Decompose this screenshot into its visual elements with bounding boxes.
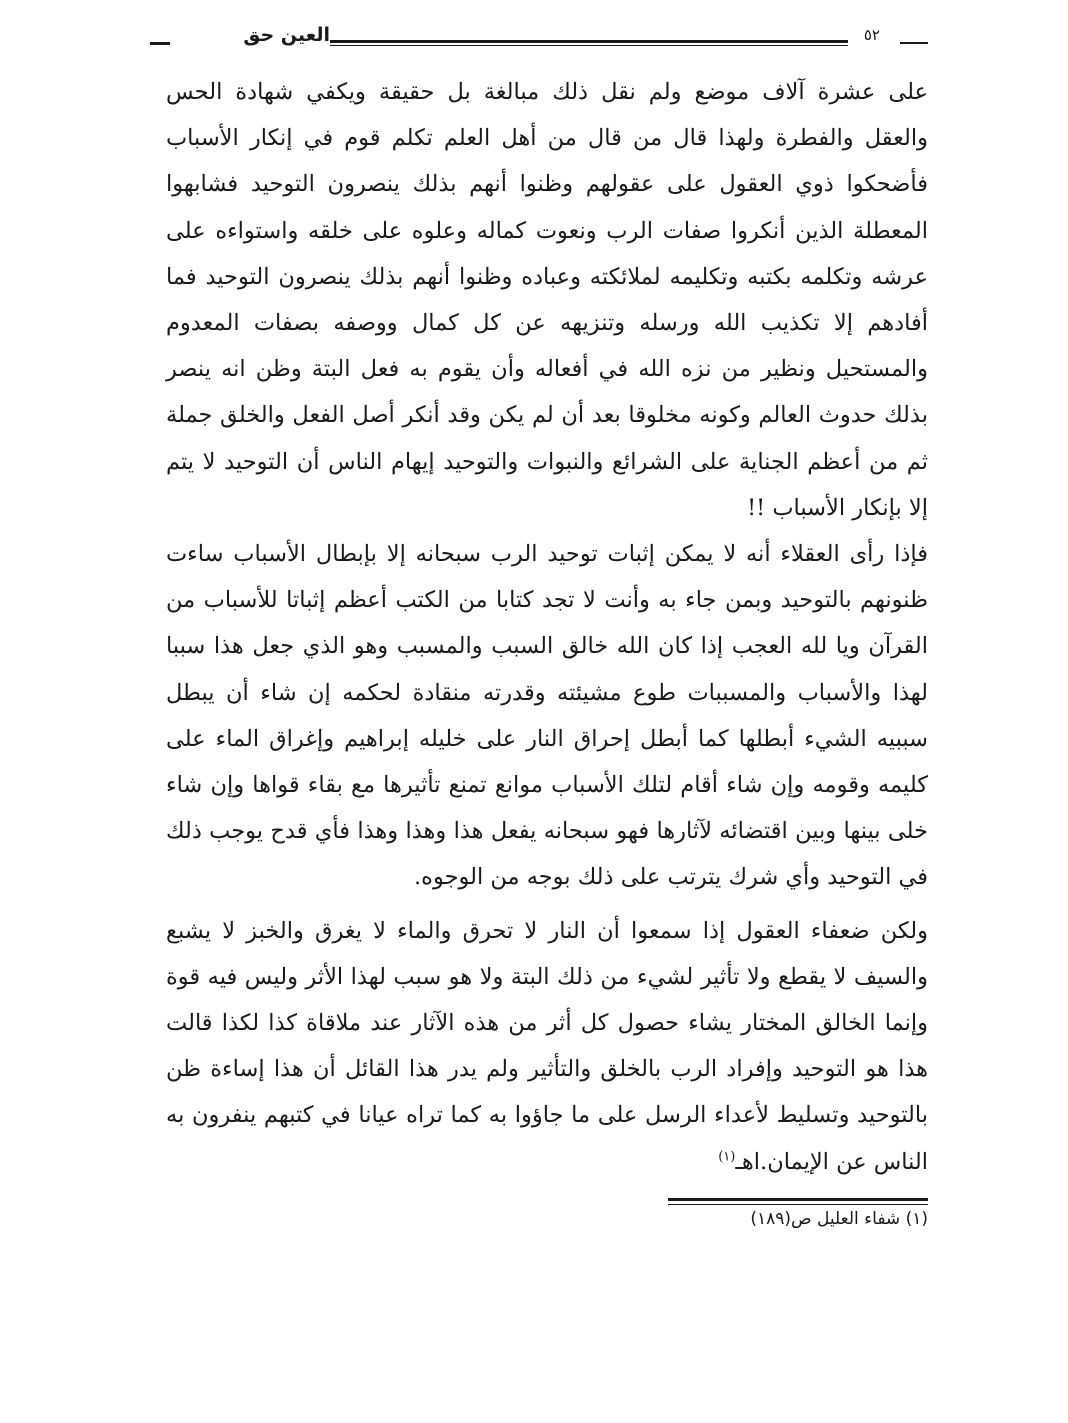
footnote-reference: (١) <box>718 1149 736 1165</box>
main-text <box>166 69 928 1185</box>
page-number: ٥٢ <box>863 26 880 44</box>
paragraph-text: ولكن ضعفاء العقول إذا سمعوا أن النار لا تحرق والماء لا يغرق والخبز لا يشبع والسيف لا يقطع ولا تأثير لشيء من ذلك البتة ولا هو سبب لهذا الأثر وليس فيه قوة وإنما الخالق المختار يشاء حصول كل أثر من هذه الآثار عند ملاقاة كذا لكذا قالت هذا هو التوحيد وإفراد الرب بالخلق والتأثير ولم يدر هذا القائل أن هذا إساءة ظن بالتوحيد وتسليط لأعداء الرسل على ما جاؤوا به كما تراه عيانا في كتبهم ينفرون به الناس عن الإيمان.اهـ <box>166 917 928 1175</box>
header-rule <box>330 40 848 46</box>
running-title: العين حق <box>243 24 330 46</box>
page-header <box>140 24 928 58</box>
footnote: (١) شفاء العليل ص(١٨٩) <box>750 1209 928 1229</box>
paragraph: فإذا رأى العقلاء أنه لا يمكن إثبات توحيد الرب سبحانه إلا بإبطال الأسباب ساءت ظنونهم بالتوحيد وبمن جاء به وأنت لا تجد كتابا من الكتب أعظم إثباتا للأسباب من القرآن ويا لله العجب إذا كان الله خالق السبب والمسبب وهو الذي جعل هذا سببا لهذا والأسباب والمسببات طوع مشيئته وقدرته منقادة لحكمه إن شاء أن يبطل سببيه الشيء أبطلها كما أبطل إحراق النار على خليله إبراهيم وإغراق الماء على كليمه وقومه وإن شاء أقام لتلك الأسباب موانع تمنع تأثيرها مع بقاء قواها وإن شاء خلى بينها وبين اقتضائه لآثارها فهو سبحانه يفعل هذا وهذا وهذا فأي قدح يوجب ذلك في التوحيد وأي شرك يترتب على ذلك بوجه من الوجوه. <box>166 541 928 891</box>
page-number-rule <box>900 42 928 44</box>
footnote-rule <box>668 1198 928 1205</box>
header-ornament <box>150 42 170 45</box>
paragraph-with-footnote <box>166 908 928 1185</box>
paragraph: على عشرة آلاف موضع ولم نقل ذلك مبالغة بل حقيقة ويكفي شهادة الحس والعقل والفطرة ولهذا قال من قال من أهل العلم تكلم قوم في إنكار الأسباب فأضحكوا ذوي العقول على عقولهم وظنوا أنهم بذلك ينصرون التوحيد فشابهوا المعطلة الذين أنكروا صفات الرب ونعوت كماله وعلوه على خلقه واستواءه على عرشه وتكلمه بكتبه وتكليمه لملائكته وعباده وظنوا أنهم بذلك ينصرون التوحيد فما أفادهم إلا تكذيب الله ورسله وتنزيهه عن كل كمال ووصفه بصفات المعدوم والمستحيل ونظير من نزه الله في أفعاله وأن يقوم به فعل البتة وظن انه ينصر بذلك حدوث العالم وكونه مخلوقا بعد أن لم يكن وقد أنكر أصل الفعل والخلق جملة ثم من أعظم الجناية على الشرائع والنبوات والتوحيد إيهام الناس أن التوحيد لا يتم إلا بإنكار الأسباب !! <box>166 79 928 521</box>
